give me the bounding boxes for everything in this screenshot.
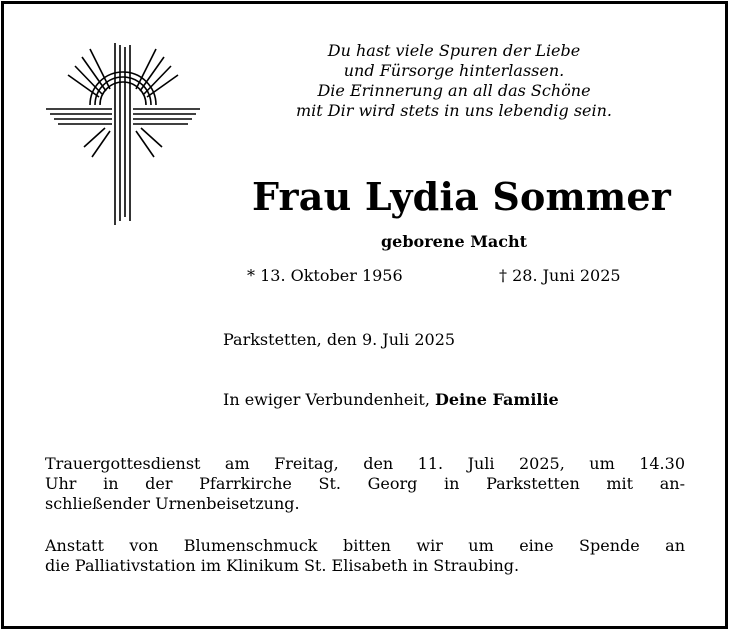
family-signature xyxy=(223,390,559,410)
place-date: Parkstetten, den 9. Juli 2025 xyxy=(223,330,456,349)
signature-prefix: In ewiger Verbundenheit, xyxy=(223,390,430,409)
death-date: † 28. Juni 2025 xyxy=(499,266,621,285)
donation-line: Anstatt von Blumenschmuck bitten wir um eine Spende an xyxy=(45,536,685,555)
deceased-name: Frau Lydia Sommer xyxy=(252,174,671,219)
birth-date: * 13. Oktober 1956 xyxy=(247,266,403,285)
signature-name: Deine Familie xyxy=(435,390,559,409)
poem-line: Die Erinnerung an all das Schöne xyxy=(317,81,591,100)
service-line: schließender Urnenbeisetzung. xyxy=(45,494,300,513)
service-info xyxy=(45,454,685,514)
service-line: Uhr in der Pfarrkirche St. Georg in Parkstetten mit an- xyxy=(45,474,685,493)
donation-request xyxy=(45,536,685,576)
poem-line: mit Dir wird stets in uns lebendig sein. xyxy=(296,101,612,120)
memorial-poem xyxy=(244,41,664,121)
cross-with-rays-icon xyxy=(42,39,204,229)
obituary-notice xyxy=(1,1,728,629)
service-line: Trauergottesdienst am Freitag, den 11. Juli 2025, um 14.30 xyxy=(45,454,685,473)
donation-line: die Palliativstation im Klinikum St. Elisabeth in Straubing. xyxy=(45,556,520,575)
birth-name: geborene Macht xyxy=(380,232,528,251)
poem-line: und Fürsorge hinterlassen. xyxy=(343,61,565,80)
poem-line: Du hast viele Spuren der Liebe xyxy=(327,41,581,60)
